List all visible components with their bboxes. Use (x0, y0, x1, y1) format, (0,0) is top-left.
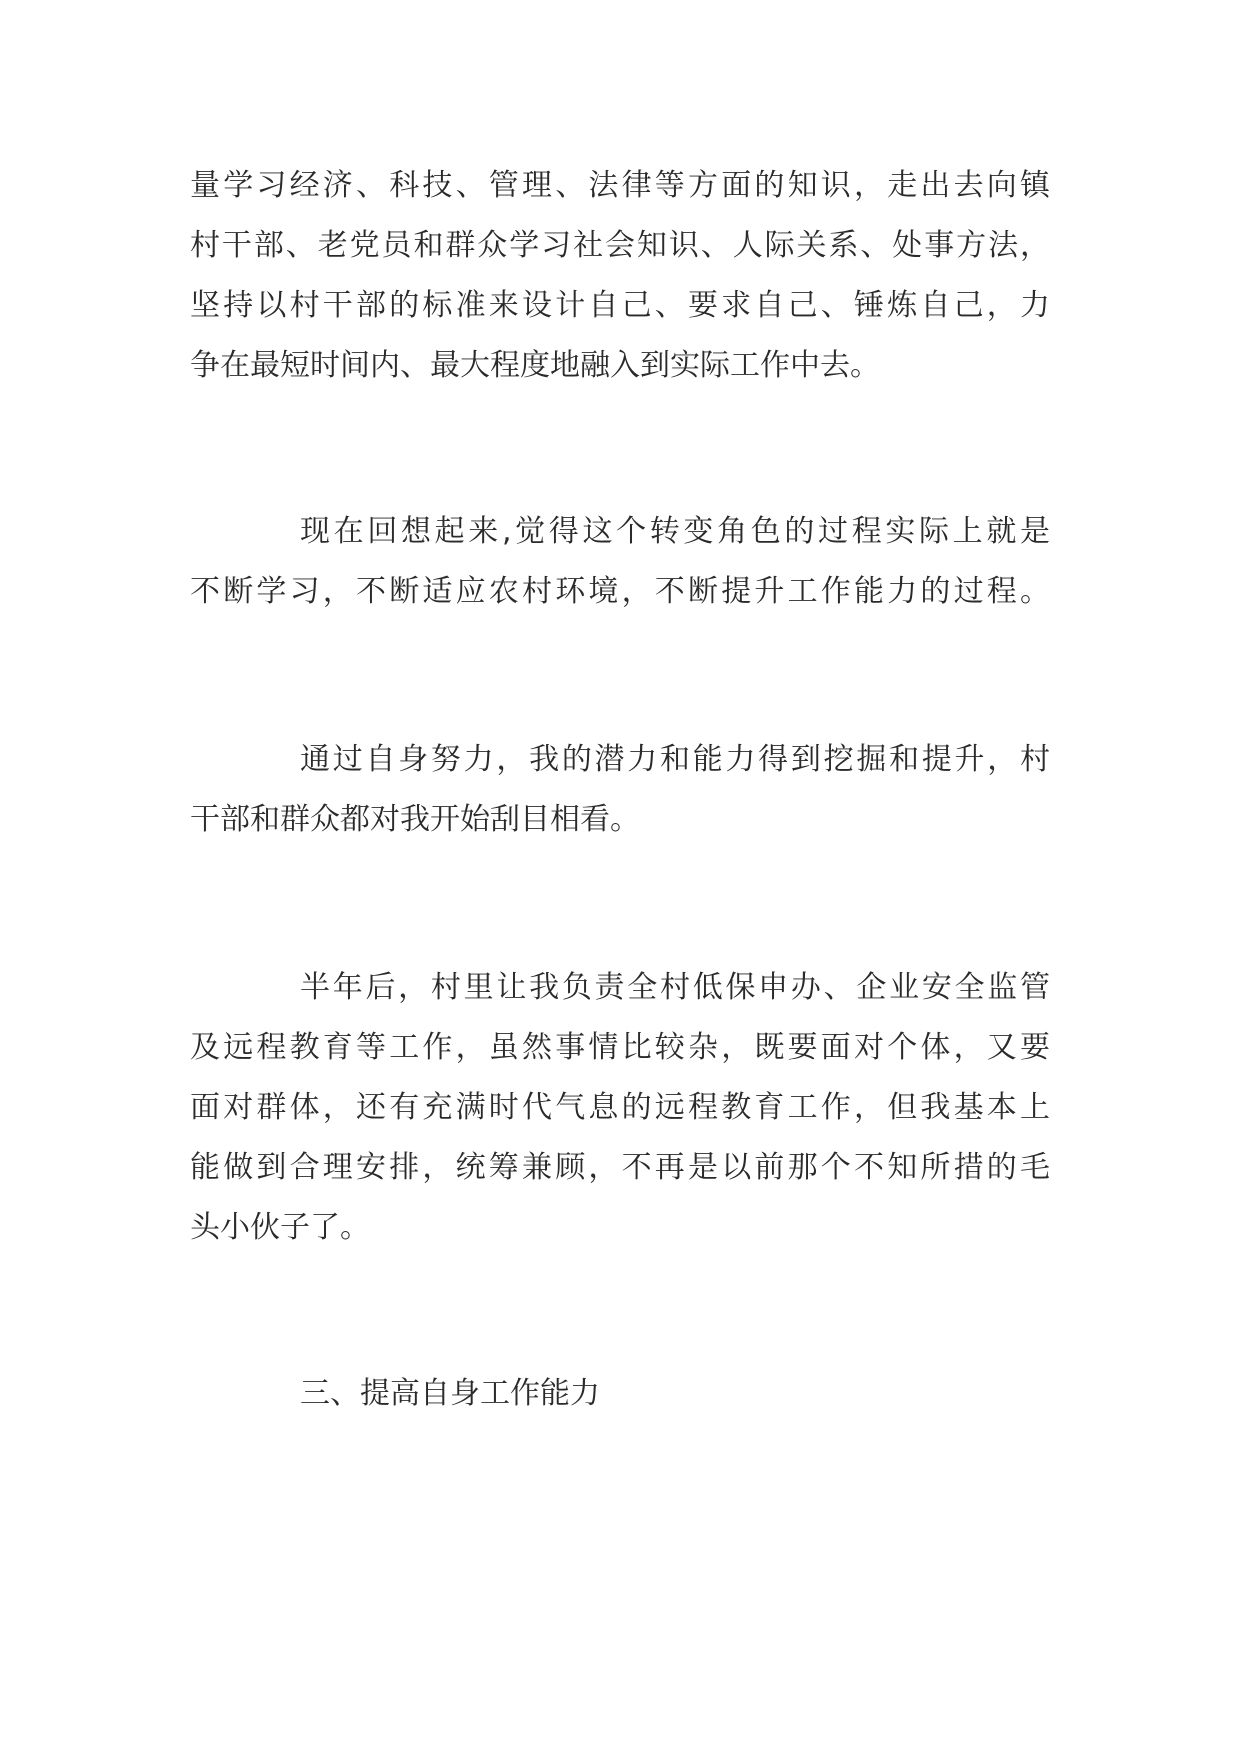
paragraph-4-line-4: 能做到合理安排，统筹兼顾，不再是以前那个不知所措的毛 (190, 1150, 1050, 1185)
paragraph-4-line-3: 面对群体，还有充满时代气息的远程教育工作，但我基本上 (190, 1090, 1050, 1125)
paragraph-2-line-1: 现在回想起来,觉得这个转变角色的过程实际上就是 (300, 514, 1050, 549)
paragraph-4-line-1: 半年后，村里让我负责全村低保申办、企业安全监管 (300, 970, 1050, 1005)
paragraph-1-line-3: 坚持以村干部的标准来设计自己、要求自己、锤炼自己，力 (190, 288, 1050, 323)
paragraph-3-line-2: 干部和群众都对我开始刮目相看。 (190, 802, 640, 837)
paragraph-2-line-2: 不断学习，不断适应农村环境，不断提升工作能力的过程。 (190, 574, 1050, 609)
paragraph-1-line-4: 争在最短时间内、最大程度地融入到实际工作中去。 (190, 348, 880, 383)
paragraph-1-line-1: 量学习经济、科技、管理、法律等方面的知识，走出去向镇 (190, 168, 1050, 203)
paragraph-1-line-2: 村干部、老党员和群众学习社会知识、人际关系、处事方法， (190, 228, 1050, 263)
paragraph-4-line-2: 及远程教育等工作，虽然事情比较杂，既要面对个体，又要 (190, 1030, 1050, 1065)
paragraph-4-line-5: 头小伙子了。 (190, 1210, 370, 1245)
section-heading: 三、提高自身工作能力 (300, 1376, 600, 1411)
paragraph-3-line-1: 通过自身努力，我的潜力和能力得到挖掘和提升，村 (300, 742, 1050, 777)
